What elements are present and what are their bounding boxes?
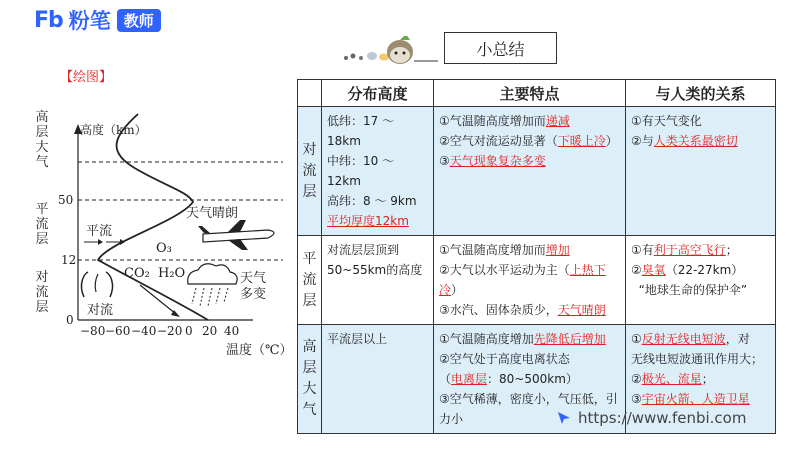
cell-line xyxy=(439,329,620,349)
cell-line xyxy=(631,131,770,151)
plain-text: ②与 xyxy=(631,134,654,148)
plain-text: ③水汽、固体杂质少， xyxy=(439,303,558,317)
plain-text: （ xyxy=(439,372,452,386)
highlight-text: 天气晴朗 xyxy=(557,303,606,317)
atmosphere-diagram xyxy=(28,92,298,367)
height-cell xyxy=(322,107,434,236)
plain-text: ①有 xyxy=(631,243,654,257)
highlight-text: 天气现象复杂多变 xyxy=(449,154,546,168)
x-tick: −60 xyxy=(105,324,131,338)
height-cell xyxy=(322,325,434,434)
y-tick-12: 12 xyxy=(61,253,77,267)
x-tick: 40 xyxy=(224,324,240,338)
summary-table xyxy=(297,79,776,434)
stratosphere-label: 平 流 层 xyxy=(35,202,49,247)
cell-line xyxy=(439,300,620,320)
cell-line xyxy=(439,240,620,260)
highlight-text: 人类关系最密切 xyxy=(653,134,738,148)
cell-line xyxy=(631,369,770,389)
cell-line xyxy=(439,389,620,409)
highlight-text: 下暖上冷 xyxy=(557,134,606,148)
brand-badge: 教师 xyxy=(117,9,161,32)
highlight-text: 极光、流星 xyxy=(641,372,702,386)
plain-text: ②空气处于高度电离状态 xyxy=(439,352,570,366)
plain-text: ②空气对流运动显著（ xyxy=(439,134,558,148)
plain-text: 无线电短波通讯作用大； xyxy=(631,352,764,366)
header-height: 分布高度 xyxy=(322,80,434,107)
x-axis-label: 温度（℃） xyxy=(226,343,293,358)
height-line: 低纬：17 ～ 18km xyxy=(327,114,395,148)
cell-line xyxy=(631,240,770,260)
x-tick: −40 xyxy=(131,324,157,338)
relation-cell xyxy=(626,107,776,236)
fenbi-logo-mark: Fb xyxy=(34,7,63,33)
plain-text: ①有天气变化 xyxy=(631,114,702,128)
plain-text: ； xyxy=(725,243,738,257)
highlight-text: 利于高空飞行 xyxy=(653,243,726,257)
website-url: https://www.fenbi.com xyxy=(578,409,747,427)
header-features: 主要特点 xyxy=(434,80,626,107)
label-weather-change-2: 多变 xyxy=(240,287,267,302)
plain-text: ，对 xyxy=(725,332,750,346)
x-tick: 0 xyxy=(185,324,193,338)
y-axis-label: 高度（km） xyxy=(80,123,147,137)
y-tick-50: 50 xyxy=(58,193,74,207)
label-clear-weather: 天气晴朗 xyxy=(186,206,239,221)
cell-line xyxy=(631,349,770,369)
header-corner xyxy=(298,80,322,107)
plain-text: ） xyxy=(451,283,464,297)
height-line: 高纬：8 ～ 9km xyxy=(327,194,417,208)
plain-text: ：80~500km） xyxy=(487,372,578,386)
height-line: 中纬：10 ～ 12km xyxy=(327,154,395,188)
cell-line xyxy=(631,260,770,280)
label-co2: CO₂ xyxy=(124,266,150,281)
plain-text: ③ xyxy=(631,392,642,406)
rain-cloud-icon xyxy=(188,264,237,306)
label-weather-change-1: 天气 xyxy=(240,271,267,286)
cell-line xyxy=(631,111,770,131)
plain-text: 力小 xyxy=(439,412,464,426)
drawing-label: 【绘图】 xyxy=(60,70,113,85)
height-line: 50~55km的高度 xyxy=(327,263,423,277)
page-title: 小总结 xyxy=(444,32,557,64)
highlight-text: 宇宙火箭、人造卫星 xyxy=(641,392,750,406)
footer-url xyxy=(556,409,746,427)
height-line: 平流层以上 xyxy=(327,332,388,346)
highlight-text: 递减 xyxy=(545,114,570,128)
cell-line xyxy=(439,369,620,389)
relation-cell xyxy=(626,236,776,325)
brand-name: 粉笔 xyxy=(68,9,111,33)
airplane-icon xyxy=(198,220,274,250)
plain-text: ③空气稀薄，密度小，气压低，引 xyxy=(439,392,618,406)
cell-line xyxy=(631,280,770,300)
y-tick-0: 0 xyxy=(66,313,74,327)
table-header-row xyxy=(298,80,776,107)
plain-text: ①气温随高度增加 xyxy=(439,332,534,346)
header-relation: 与人类的关系 xyxy=(626,80,776,107)
cell-line xyxy=(439,260,620,300)
plain-text: ② xyxy=(631,263,642,277)
table-row xyxy=(298,236,776,325)
highlight-text: 先降低后增加 xyxy=(533,332,606,346)
x-tick: −20 xyxy=(157,324,183,338)
plain-text: ） xyxy=(605,134,618,148)
plain-text: “地球生命的保护伞” xyxy=(631,283,748,297)
troposphere-label: 对 流 层 xyxy=(35,270,49,315)
plain-text: ①气温随高度增加而 xyxy=(439,114,546,128)
plain-text: ①气温随高度增加而 xyxy=(439,243,546,257)
x-tick: 20 xyxy=(202,324,218,338)
upper-atmosphere-label: 高 层 大 气 xyxy=(35,110,49,170)
highlight-text: 上热下冷 xyxy=(439,263,606,297)
highlight-text: 臭氧 xyxy=(641,263,666,277)
label-horizontal-flow: 平流 xyxy=(86,224,113,239)
height-line: 平均厚度12km xyxy=(327,214,409,228)
table-row xyxy=(298,107,776,236)
height-line: 对流层层顶到 xyxy=(327,243,400,257)
cell-line xyxy=(439,151,620,171)
cell-line xyxy=(439,349,620,369)
plain-text: ； xyxy=(701,372,714,386)
layer-name-cell: 高 层 大 气 xyxy=(298,325,322,434)
x-tick: −80 xyxy=(80,324,106,338)
layer-name-cell: 对 流 层 xyxy=(298,107,322,236)
plain-text: ②大气以水平运动为主（ xyxy=(439,263,570,277)
cell-line xyxy=(631,329,770,349)
brand-logo xyxy=(34,6,161,34)
highlight-text: 反射无线电短波 xyxy=(641,332,726,346)
plain-text: ③ xyxy=(439,154,450,168)
plain-text: ① xyxy=(631,332,642,346)
pointer-arrow-icon xyxy=(556,410,572,426)
height-cell xyxy=(322,236,434,325)
label-h2o: H₂O xyxy=(158,266,186,281)
cell-line xyxy=(631,389,770,409)
mascot-decoration-icon xyxy=(340,36,440,66)
highlight-text: 增加 xyxy=(545,243,570,257)
features-cell xyxy=(434,107,626,236)
label-o3: O₃ xyxy=(156,241,172,256)
features-cell xyxy=(434,236,626,325)
cell-line xyxy=(439,111,620,131)
plain-text: ② xyxy=(631,372,642,386)
layer-name-cell: 平 流 层 xyxy=(298,236,322,325)
highlight-text: 电离层 xyxy=(451,372,488,386)
label-convection: 对流 xyxy=(87,303,114,318)
plain-text: （22-27km） xyxy=(665,263,744,277)
cell-line xyxy=(439,131,620,151)
